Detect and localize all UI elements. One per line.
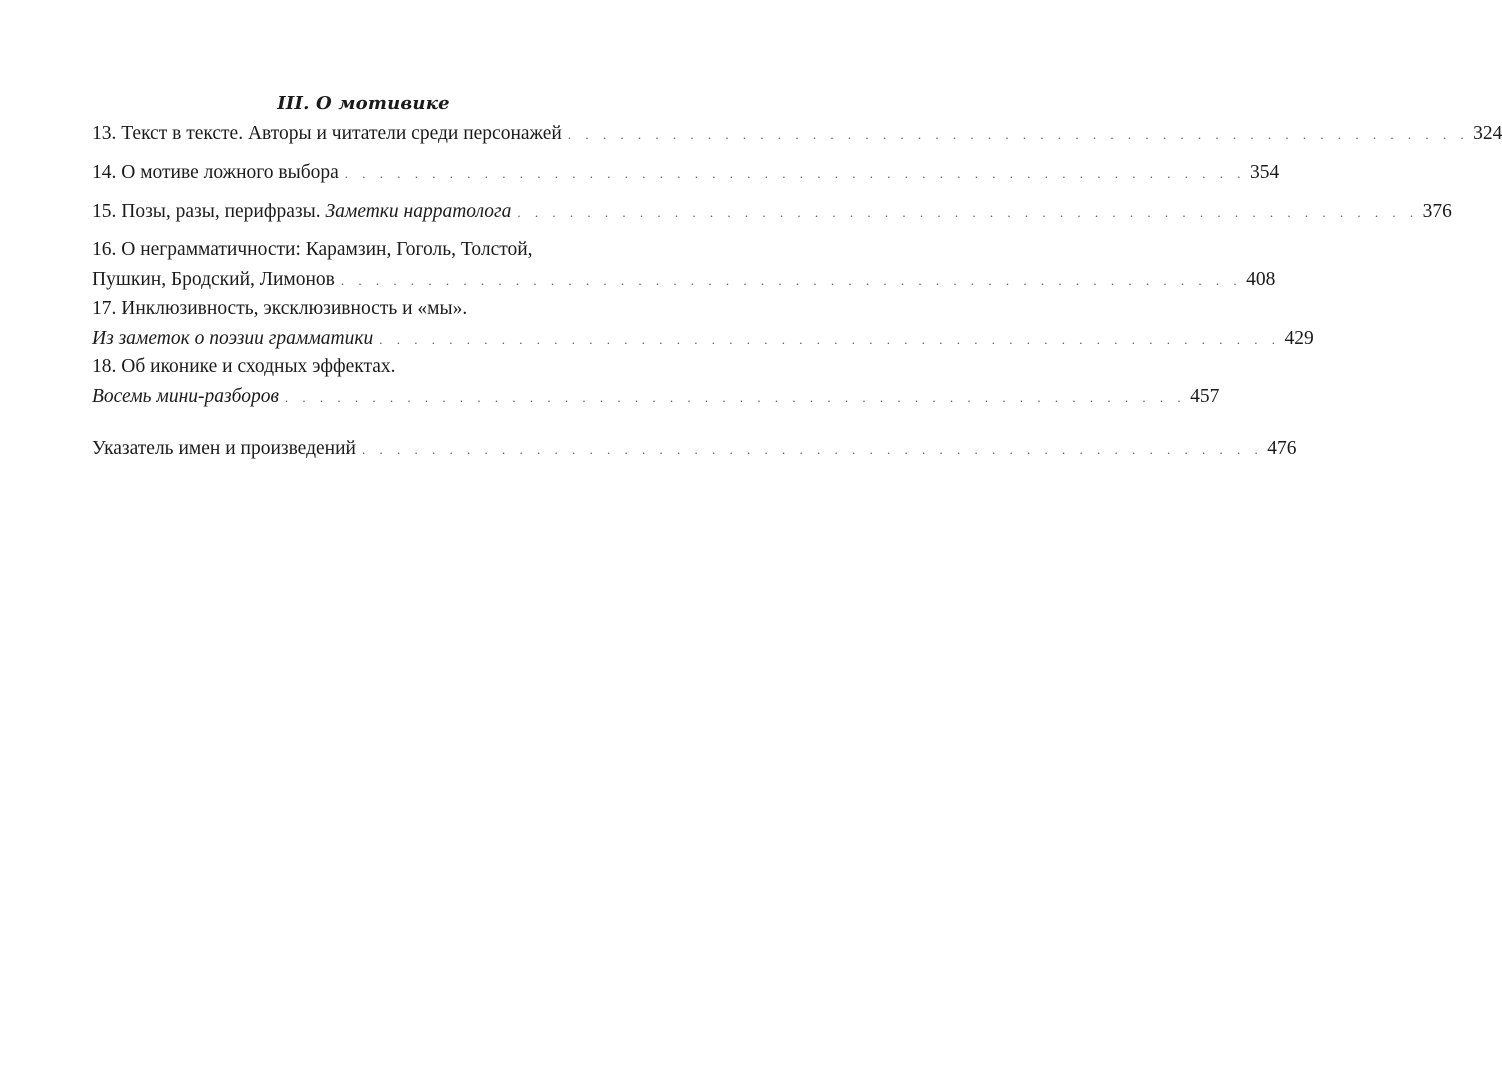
toc-entry-18[interactable] — [92, 352, 1220, 412]
toc-entry-line — [92, 324, 1314, 354]
toc-entry-title: Позы, разы, перифразы. — [121, 201, 321, 222]
toc-entry-title: Пушкин, Бродский, Лимонов — [92, 269, 335, 290]
toc-entry-line — [92, 434, 1297, 464]
toc-entry-subtitle: Из заметок о поэзии грамматики — [92, 328, 374, 349]
toc-entry-title: О мотиве ложного выбора — [121, 162, 339, 183]
toc-entry-line — [92, 158, 1280, 188]
toc-entry-16[interactable] — [92, 235, 1276, 295]
dot-leader: . . . . . . . . . . . . . . . . . . . . . . . . . . . . . . . . . . . . . . . . . . . . . . . . . . . . — [344, 166, 1247, 181]
dot-leader: . . . . . . . . . . . . . . . . . . . . . . . . . . . . . . . . . . . . . . . . . . . . . . . . . . . . — [284, 390, 1187, 405]
toc-entry-number: 13. — [92, 123, 117, 144]
toc-entry-line — [92, 382, 1220, 412]
toc-entry-title: Текст в тексте. Авторы и читатели среди персонажей — [121, 123, 562, 144]
dot-leader: . . . . . . . . . . . . . . . . . . . . . . . . . . . . . . . . . . . . . . . . . . . . . . . . . . . . — [517, 205, 1419, 220]
toc-page-number: 354 — [1250, 162, 1280, 183]
toc-entry-17[interactable] — [92, 294, 1314, 354]
dot-leader: . . . . . . . . . . . . . . . . . . . . . . . . . . . . . . . . . . . . . . . . . . . . . . . . . . . . — [379, 332, 1281, 347]
toc-entry-14[interactable] — [92, 158, 1280, 188]
toc-entry-line — [92, 119, 1502, 149]
toc-page-number: 408 — [1246, 269, 1276, 290]
toc-entry-title-line: 18. Об иконике и сходных эффектах. — [92, 356, 396, 377]
toc-entry-line — [92, 197, 1452, 227]
toc-page-number: 457 — [1190, 386, 1220, 407]
toc-entry-number: 14. — [92, 162, 117, 183]
toc-entry-13[interactable] — [92, 119, 1502, 149]
toc-entry-15[interactable] — [92, 197, 1452, 227]
toc-entry-title-line: 17. Инклюзивность, эксклюзивность и «мы». — [92, 298, 468, 319]
toc-entry-title-line: 16. О неграмматичности: Карамзин, Гоголь, Толстой, — [92, 239, 533, 260]
toc-entry-subtitle: Восемь мини-разборов — [92, 386, 279, 407]
toc-page-number: 376 — [1422, 201, 1452, 222]
dot-leader: . . . . . . . . . . . . . . . . . . . . . . . . . . . . . . . . . . . . . . . . . . . . . . . . . . . . — [340, 273, 1243, 288]
toc-entry-index[interactable] — [92, 434, 1297, 464]
toc-page-number: 429 — [1284, 328, 1314, 349]
toc-page-number: 324 — [1473, 123, 1502, 144]
toc-entry-subtitle: Заметки нарратолога — [325, 201, 512, 222]
toc-entry-number: 15. — [92, 201, 117, 222]
section-title: III. О мотивике — [277, 93, 450, 114]
toc-entry-title: Указатель имен и произведений — [92, 438, 356, 459]
dot-leader: . . . . . . . . . . . . . . . . . . . . . . . . . . . . . . . . . . . . . . . . . . . . . . . . . . . . — [361, 442, 1264, 457]
toc-page-number: 476 — [1267, 438, 1297, 459]
dot-leader: . . . . . . . . . . . . . . . . . . . . . . . . . . . . . . . . . . . . . . . . . . . . . . . . . . . . — [567, 127, 1470, 142]
toc-entry-line — [92, 265, 1276, 295]
